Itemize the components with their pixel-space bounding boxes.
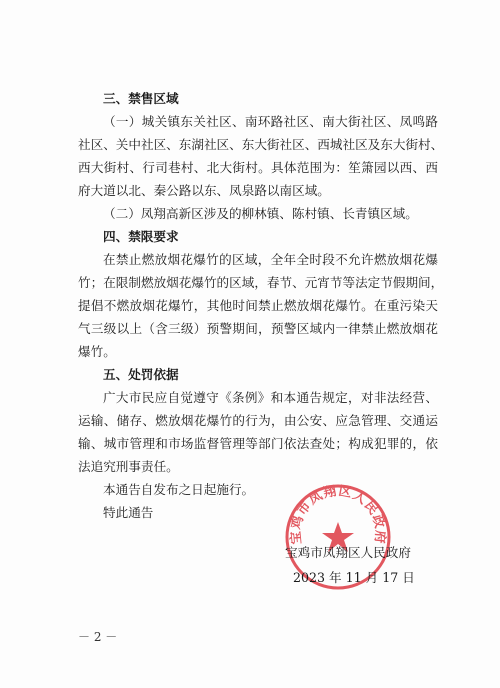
section-heading: 四、禁限要求 [103,229,179,244]
paragraph-line: 在禁止燃放烟花爆竹的区域，全年全时段不允许燃放烟花爆 [103,252,438,267]
section-heading: 五、处罚依据 [103,367,179,382]
closing-line: 特此通告 [103,505,154,520]
paragraph-line: （二）凤翔高新区涉及的柳林镇、陈村镇、长青镇区域。 [103,206,418,221]
paragraph-line: 西大街村、行司巷村、北大街村。具体范围为：笙箫园以西、西 [78,160,438,175]
section-heading: 三、禁售区域 [103,91,179,106]
signature-organization: 宝鸡市凤翔区人民政府 [285,545,411,560]
paragraph-line: 提倡不燃放烟花爆竹，其他时间禁止燃放烟花爆竹。在重污染天 [78,298,438,313]
paragraph-line: 广大市民应自觉遵守《条例》和本通告规定，对非法经营、 [103,390,438,405]
paragraph-line: 府大道以北、秦公路以东、凤泉路以南区域。 [78,183,330,198]
paragraph-line: 竹；在限制燃放烟花爆竹的区域，春节、元宵节等法定节假期间， [78,275,444,290]
body-text [78,87,444,524]
paragraph-line: 社区、关中社区、东湖社区、东大街社区、西城社区及东大街村、 [78,137,444,152]
closing-line: 本通告自发布之日起施行。 [103,482,255,497]
paragraph-line: （一）城关镇东关社区、南环路社区、南大街社区、凤鸣路 [103,114,438,129]
page-number: － 2 － [78,630,118,644]
paragraph-line: 输、城市管理和市场监督管理等部门依法查处；构成犯罪的，依 [78,436,438,451]
svg-text:宝鸡市凤翔区人民政府: 宝鸡市凤翔区人民政府 [288,483,388,545]
paragraph-line: 运输、储存、燃放烟花爆竹的行为，由公安、应急管理、交通运 [78,413,438,428]
paragraph-line: 法追究刑事责任。 [78,459,179,474]
paragraph-line: 爆竹。 [78,344,116,359]
signature-date: 2023 年 11 月 17 日 [293,570,415,585]
paragraph-line: 气三级以上（含三级）预警期间，预警区域内一律禁止燃放烟花 [78,321,438,336]
